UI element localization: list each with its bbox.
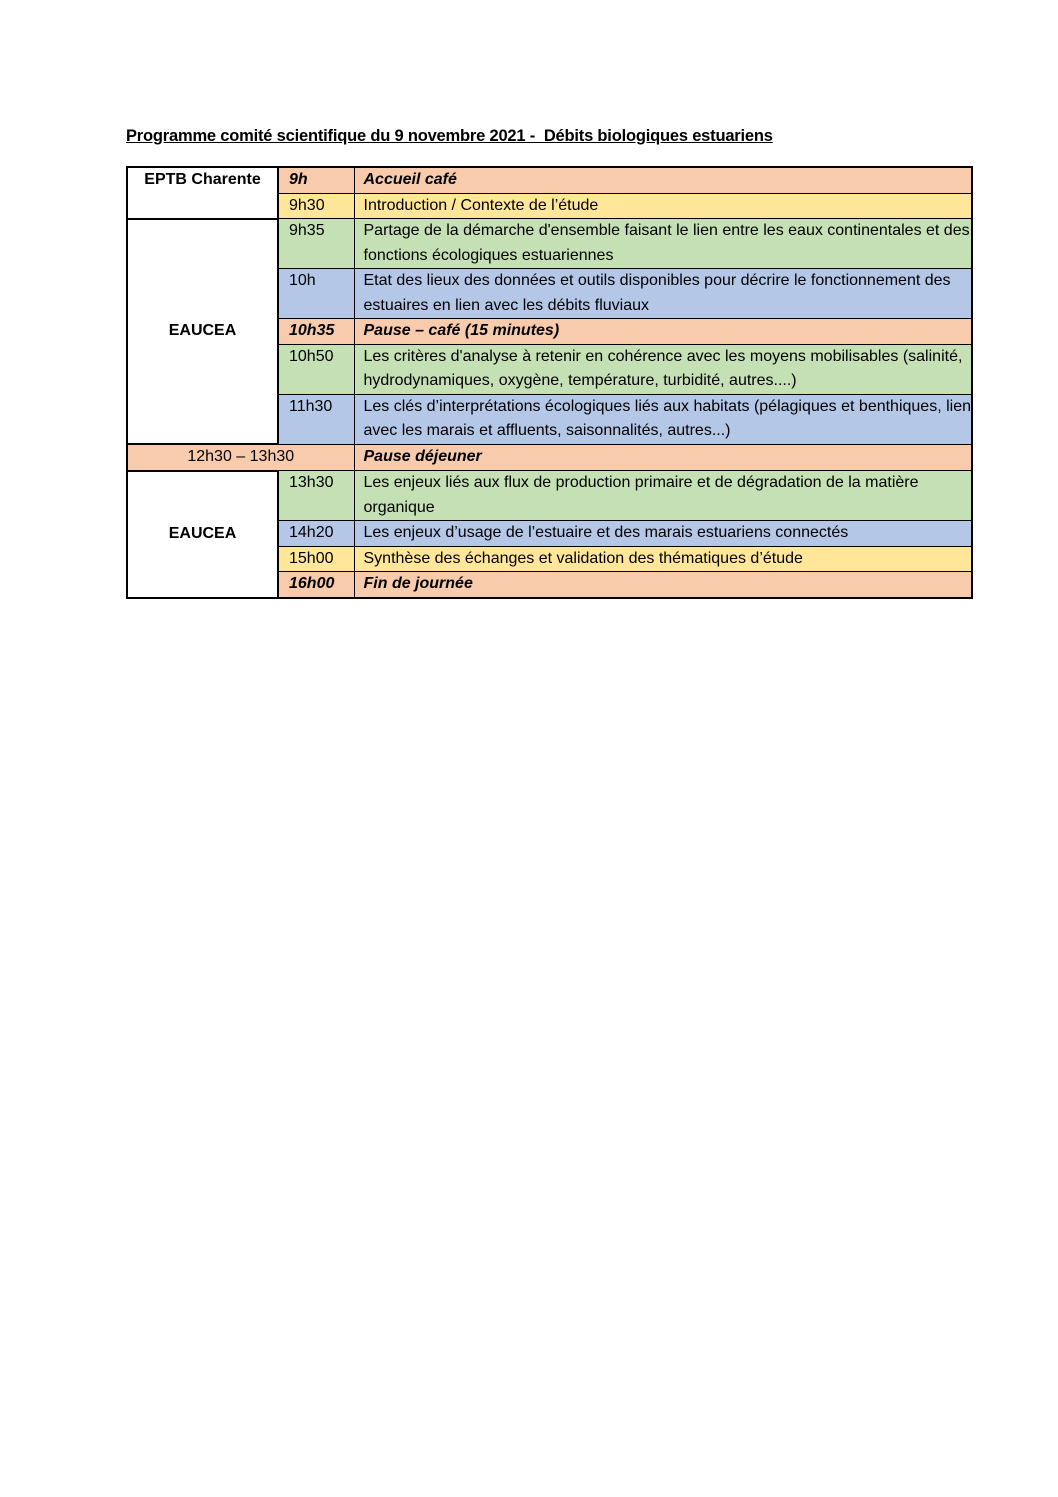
organizer-cell — [127, 471, 278, 598]
activity-cell: Etat des lieux des données et outils disponibles pour décrire le fonctionnement des estuaires en lien avec les débits fluviaux — [354, 269, 972, 319]
time-cell: 16h00 — [278, 572, 354, 598]
time-cell: 10h50 — [278, 344, 354, 394]
activity-cell: Synthèse des échanges et validation des thématiques d’étude — [354, 546, 972, 572]
organizer-cell — [127, 219, 278, 445]
document-title: Programme comité scientifique du 9 novembre 2021 - Débits biologiques estuariens — [126, 127, 773, 145]
organizer-label: EAUCEA — [168, 524, 237, 542]
activity-cell: Les enjeux d’usage de l’estuaire et des marais estuariens connectés — [354, 521, 972, 547]
organizer-label: EAUCEA — [168, 322, 237, 339]
activity-cell: Fin de journée — [354, 572, 972, 598]
activity-cell: Accueil café — [354, 167, 972, 193]
activity-cell: Les enjeux liés aux flux de production primaire et de dégradation de la matière organique — [354, 471, 972, 521]
organizer-label: EPTB Charente — [144, 171, 261, 188]
lunch-time-cell: 12h30 – 13h30 — [127, 444, 354, 471]
time-cell: 13h30 — [278, 471, 354, 521]
time-cell: 9h — [278, 167, 354, 193]
table-row — [127, 471, 972, 521]
lunch-row — [127, 444, 972, 471]
table-row — [127, 219, 972, 269]
time-cell: 10h — [278, 269, 354, 319]
time-cell: 9h30 — [278, 193, 354, 219]
lunch-activity-cell: Pause déjeuner — [354, 444, 972, 471]
time-cell: 11h30 — [278, 394, 354, 444]
table-row — [127, 167, 972, 193]
time-cell: 14h20 — [278, 521, 354, 547]
time-cell: 9h35 — [278, 219, 354, 269]
programme-table — [126, 166, 973, 599]
time-cell: 15h00 — [278, 546, 354, 572]
activity-cell: Partage de la démarche d'ensemble faisant le lien entre les eaux continentales et des fonctions écologiques estuariennes — [354, 219, 972, 269]
activity-cell: Les critères d'analyse à retenir en cohérence avec les moyens mobilisables (salinité, hydrodynamiques, oxygène, température, turbidité, autres....) — [354, 344, 972, 394]
activity-cell: Introduction / Contexte de l’étude — [354, 193, 972, 219]
activity-cell: Les clés d’interprétations écologiques liés aux habitats (pélagiques et benthiques, lien avec les marais et affluents, saisonnalités, autres...) — [354, 394, 972, 444]
time-cell: 10h35 — [278, 319, 354, 345]
activity-cell: Pause – café (15 minutes) — [354, 319, 972, 345]
organizer-cell — [127, 167, 278, 219]
